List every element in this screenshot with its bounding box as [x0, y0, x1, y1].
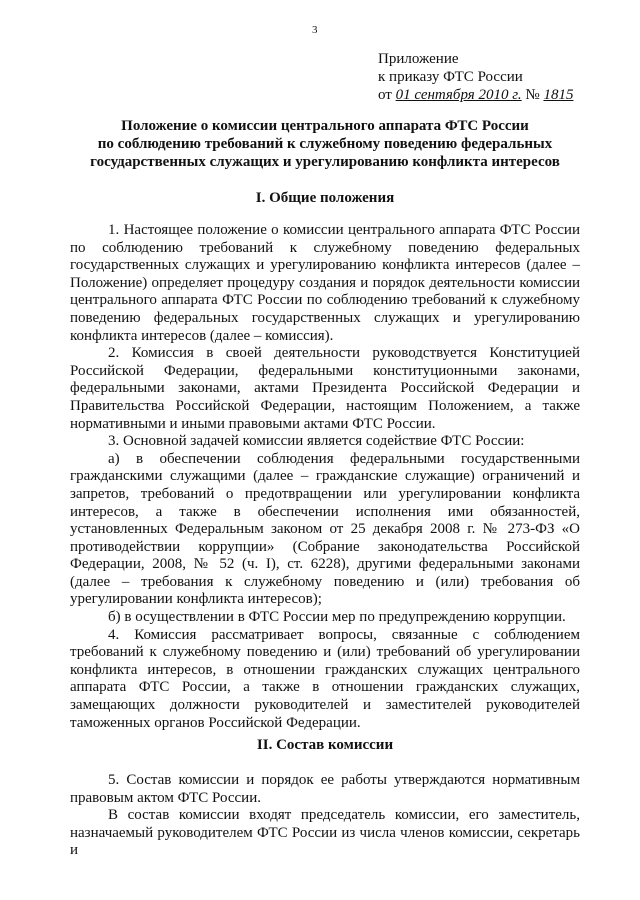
section-1-body [70, 222, 580, 732]
paragraph-3a: а) в обеспечении соблюдения федеральными государственными гражданскими служащими (далее – гражданские служащие) ограничений и запретов, требований о предотвращении или урегулировании конфликта интересов, а также в обеспечении исполнения ими обязанностей, установленных Федеральным законом от 25 декабря 2008 г. № 273-ФЗ «О противодействии коррупции» (Собрание законодательства Российской Федерации, 2008, № 52 (ч. I), ст. 6228), другими федеральными законами (далее – требования к служебному поведению и (или) требования об урегулировании конфликта интересов); [70, 450, 580, 608]
appendix-date: 01 сентября 2010 г. [395, 87, 522, 103]
appendix-number-sign: № [525, 87, 540, 103]
section-1-heading: I. Общие положения [255, 190, 395, 206]
paragraph-6: В состав комиссии входят председатель комиссии, его заместитель, назначаемый руководителем ФТС России из числа членов комиссии, секретарь и [70, 807, 580, 859]
paragraph-1: 1. Настоящее положение о комиссии центрального аппарата ФТС России по соблюдению требований к служебному поведению федеральных государственных служащих и урегулированию конфликта интересов (далее – Положение) определяет процедуру создания и порядок деятельности комиссии центрального аппарата ФТС России по соблюдению требований к служебному поведению федеральных государственных служащих и урегулированию конфликта интересов (далее – комиссия). [70, 222, 580, 344]
appendix-label: Приложение [378, 51, 459, 67]
title-line-1: Положение о комиссии центрального аппарата ФТС России [121, 118, 529, 134]
paragraph-5: 5. Состав комиссии и порядок ее работы утверждаются нормативным правовым актом ФТС России. [70, 772, 580, 806]
appendix-block [378, 50, 573, 104]
title-line-2: по соблюдению требований к служебному поведению федеральных [97, 136, 553, 152]
document-title [70, 117, 580, 171]
appendix-order-ref: к приказу ФТС России [378, 69, 523, 85]
appendix-from: от [378, 87, 392, 103]
title-line-3: государственных служащих и урегулированию конфликта интересов [90, 154, 560, 170]
section-2-body [70, 772, 580, 860]
section-2-heading: II. Состав комиссии [256, 737, 394, 753]
appendix-date-line [378, 86, 573, 104]
appendix-number: 1815 [543, 87, 574, 103]
paragraph-2: 2. Комиссия в своей деятельности руководствуется Конституцией Российской Федерации, федеральными конституционными законами, федеральными законами, актами Президента Российской Федерации и Правительства Российской Федерации, настоящим Положением, а также нормативными и иными правовыми актами ФТС России. [70, 345, 580, 432]
paragraph-4: 4. Комиссия рассматривает вопросы, связанные с соблюдением требований к служебному поведению и (или) требований об урегулировании конфликта интересов, в отношении гражданских служащих центрального аппарата ФТС России, а также в отношении гражданских служащих, замещающих должности руководителей и заместителей руководителей таможенных органов Российской Федерации. [70, 626, 580, 731]
page-number: 3 [312, 24, 318, 36]
paragraph-3b: б) в осуществлении в ФТС России мер по предупреждению коррупции. [108, 609, 566, 626]
paragraph-3: 3. Основной задачей комиссии является содействие ФТС России: [108, 433, 525, 450]
